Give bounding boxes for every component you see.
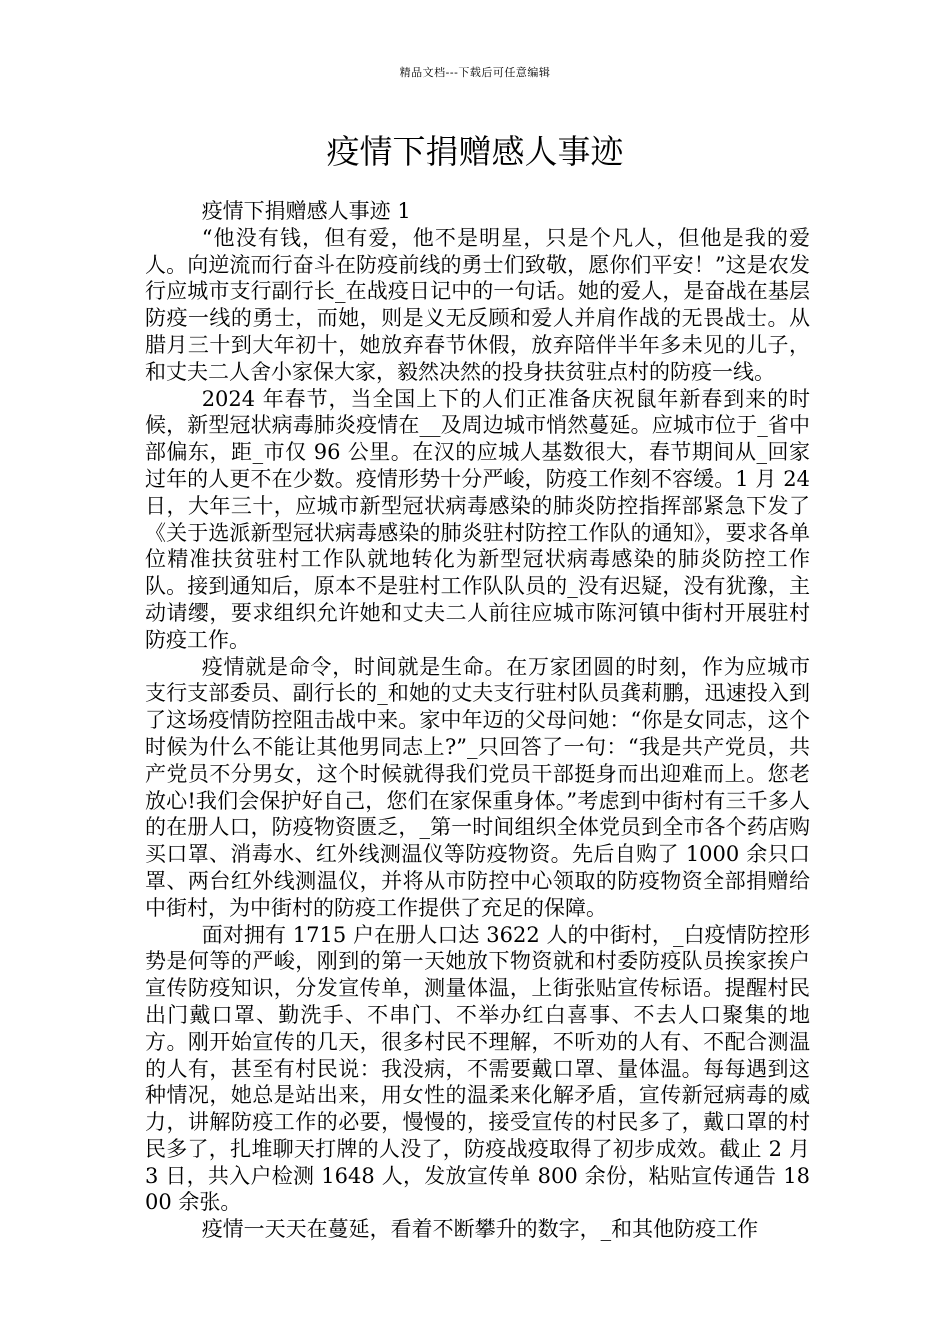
paragraph: “他没有钱，但有爱，他不是明星，只是个凡人，但他是我的爱人。向逆流而行奋斗在防疫前线的勇士们致敬，愿你们平安！”这是农发行应城市支行副行长_在战疫日记中的一句话。她的爱人，是奋战在基层防疫一线的勇士，而她，则是义无反顾和爱人并肩作战的无畏战士。从腊月三十到大年初十，她放弃春节休假，放弃陪伴半年多未见的儿子，和丈夫二人舍小家保大家，毅然决然的投身扶贫驻点村的防疫一线。 bbox=[145, 225, 810, 384]
document-body bbox=[145, 198, 810, 1243]
paragraph: 2024 年春节，当全国上下的人们正准备庆祝鼠年新春到来的时候，新型冠状病毒肺炎疫情在__及周边城市悄然蔓延。应城市位于_省中部偏东，距_市仅 96 公里。在汉的应城人基数很大，春节期间从_回家过年的人更不在少数。疫情形势十分严峻，防疫工作刻不容缓。1 月 24 日，大年三十，应城市新型冠状病毒感染的肺炎防控指挥部紧急下发了《关于选派新型冠状病毒感染的肺炎驻村防控工作队的通知》，要求各单位精准扶贫驻村工作队就地转化为新型冠状病毒感染的肺炎防控工作队。接到通知后，原本不是驻村工作队队员的_没有迟疑，没有犹豫，主动请缨，要求组织允许她和丈夫二人前往应城市陈河镇中街村开展驻村防疫工作。 bbox=[145, 386, 810, 652]
paragraph: 疫情一天天在蔓延，看着不断攀升的数字，_和其他防疫工作 bbox=[201, 1217, 759, 1242]
document-title: 疫情下捐赠感人事迹 bbox=[326, 132, 624, 171]
paragraph: 面对拥有 1715 户在册人口达 3622 人的中街村，_白疫情防控形势是何等的严峻，刚到的第一天她放下物资就和村委防疫队员挨家挨户宣传防疫知识，分发宣传单，测量体温，上街张贴宣传标语。提醒村民出门戴口罩、勤洗手、不串门、不举办红白喜事、不去人口聚集的地方。刚开始宣传的几天，很多村民不理解，不听劝的人有、不配合测温的人有，甚至有村民说：我没病，不需要戴口罩、量体温。每每遇到这种情况，她总是站出来，用女性的温柔来化解矛盾，宣传新冠病毒的威力，讲解防疫工作的必要，慢慢的，接受宣传的村民多了，戴口罩的村民多了，扎堆聊天打牌的人没了，防疫战疫取得了初步成效。截止 2 月 3 日，共入户检测 1648 人，发放宣传单 800 余份，粘贴宣传通告 1800 余张。 bbox=[145, 922, 810, 1215]
section-subtitle: 疫情下捐赠感人事迹 1 bbox=[201, 199, 411, 223]
page-header: 精品文档---下载后可任意编辑 bbox=[399, 66, 551, 79]
paragraph: 疫情就是命令，时间就是生命。在万家团圆的时刻，作为应城市支行支部委员、副行长的_和她的丈夫支行驻村队员龚莉鹏，迅速投入到了这场疫情防控阻击战中来。家中年迈的父母问她：“你是女同志，这个时候为什么不能让其他男同志上?”_只回答了一句：“我是共产党员，共产党员不分男女，这个时候就得我们党员干部挺身而出迎难而上。您老放心!我们会保护好自己，您们在家保重身体。”考虑到中街村有三千多人的在册人口，防疫物资匮乏，_第一时间组织全体党员到全市各个药店购买口罩、消毒水、红外线测温仪等防疫物资。先后自购了 1000 余只口罩、两台红外线测温仪，并将从市防控中心领取的防疫物资全部捐赠给中街村，为中街村的防疫工作提供了充足的保障。 bbox=[145, 654, 810, 920]
